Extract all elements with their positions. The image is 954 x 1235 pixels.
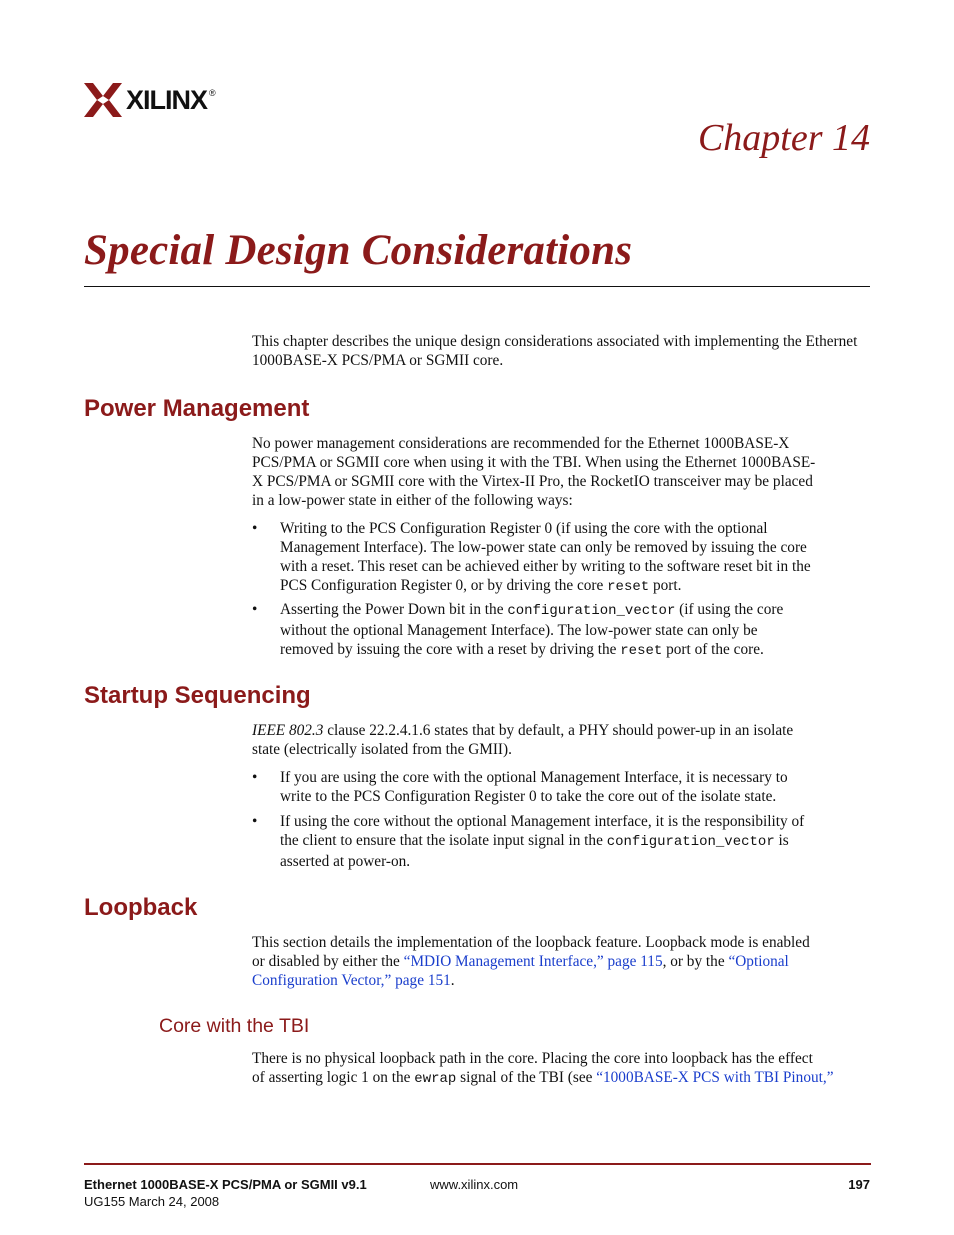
loopback-paragraph: This section details the implementation of the loopback feature. Loopback mode is enabled or disabled by either the “MDIO Management Interface,” page 115, or by the “Optional Configuration Vector,” page 151. bbox=[252, 934, 810, 989]
optional-config-vector-link[interactable]: “Optional bbox=[728, 953, 789, 970]
intro-paragraph: This chapter describes the unique design considerations associated with implementing the Ethernet 1000BASE-X PCS/PMA or SGMII core. bbox=[252, 333, 858, 369]
startup-bullet-1: • If you are using the core with the optional Management Interface, it is necessary to write to the PCS Configuration Register 0 to take the core out of the isolate state. bbox=[252, 769, 788, 805]
tbi-paragraph: There is no physical loopback path in the core. Placing the core into loopback has the effect of asserting logic 1 on the ewrap signal of the TBI (see “1000BASE-X PCS with TBI Pinout,” bbox=[252, 1050, 834, 1087]
text-line: X PCS/PMA or SGMII core with the Virtex-II Pro, the RocketIO transceiver may be placed bbox=[252, 473, 813, 490]
configuration-vector-code: configuration_vector bbox=[606, 834, 775, 850]
reset-signal-code: reset bbox=[620, 643, 663, 659]
power-bullet-1: • Writing to the PCS Configuration Register 0 (if using the core with the optional Management Interface). The low-power state can only be removed by issuing the core with a reset. This reset can be achieved either by writing to the software reset bit in the PCS Configuration Register 0, or by driving the core reset port. bbox=[252, 520, 811, 595]
bullet-dot-icon: • bbox=[252, 769, 258, 786]
footer-doc-id: UG155 March 24, 2008 bbox=[84, 1194, 220, 1209]
core-with-tbi-heading: Core with the TBI bbox=[159, 1015, 310, 1037]
optional-config-vector-link[interactable]: Configuration Vector,” page 151 bbox=[252, 972, 451, 989]
text-line: PCS/PMA or SGMII core when using it with the TBI. When using the Ethernet 1000BASE- bbox=[252, 454, 816, 471]
xilinx-logo bbox=[84, 82, 216, 118]
footer-website-link[interactable]: www.xilinx.com bbox=[430, 1177, 519, 1192]
page-title: Special Design Considerations bbox=[84, 227, 633, 274]
power-bullet-2: • Asserting the Power Down bit in the configuration_vector (if using the core without the optional Management Interface). The low-power state can only be removed by issuing the core with a reset by driving the reset port of the core. bbox=[252, 601, 784, 659]
logo-wordmark: XILINX bbox=[126, 84, 208, 115]
bullet-dot-icon: • bbox=[252, 601, 258, 618]
startup-bullet-2: • If using the core without the optional Management interface, it is the responsibility of the client to ensure that the isolate input signal in the configuration_vector is asserted at power-on. bbox=[252, 813, 805, 870]
tbi-pinout-link[interactable]: “1000BASE-X PCS with TBI Pinout,” bbox=[596, 1069, 834, 1086]
power-management-paragraph bbox=[252, 434, 872, 510]
text-line: No power management considerations are recommended for the Ethernet 1000BASE-X bbox=[252, 435, 790, 452]
bullet-dot-icon: • bbox=[252, 520, 258, 537]
registered-mark: ® bbox=[209, 88, 216, 98]
text-line: in a low-power state in either of the following ways: bbox=[252, 492, 573, 509]
mdio-interface-link[interactable]: “MDIO Management Interface,” page 115 bbox=[403, 953, 663, 970]
standard-name: IEEE 802.3 bbox=[252, 722, 324, 739]
bullet-dot-icon: • bbox=[252, 813, 258, 830]
loopback-heading: Loopback bbox=[84, 894, 198, 921]
ewrap-signal-code: ewrap bbox=[414, 1071, 457, 1087]
footer-doc-title: Ethernet 1000BASE-X PCS/PMA or SGMII v9.1 bbox=[84, 1177, 367, 1192]
footer-divider bbox=[84, 1163, 871, 1165]
power-management-heading: Power Management bbox=[84, 395, 310, 422]
chapter-label: Chapter 14 bbox=[697, 117, 870, 159]
page-number: 197 bbox=[848, 1177, 870, 1192]
reset-signal-code: reset bbox=[607, 579, 650, 595]
configuration-vector-code: configuration_vector bbox=[507, 603, 676, 619]
startup-paragraph: IEEE 802.3 clause 22.2.4.1.6 states that by default, a PHY should power-up in an isolate state (electrically isolated from the GMII). bbox=[252, 722, 794, 758]
title-divider bbox=[84, 286, 870, 287]
startup-sequencing-heading: Startup Sequencing bbox=[84, 682, 311, 709]
xilinx-x-mark-icon bbox=[84, 83, 122, 117]
